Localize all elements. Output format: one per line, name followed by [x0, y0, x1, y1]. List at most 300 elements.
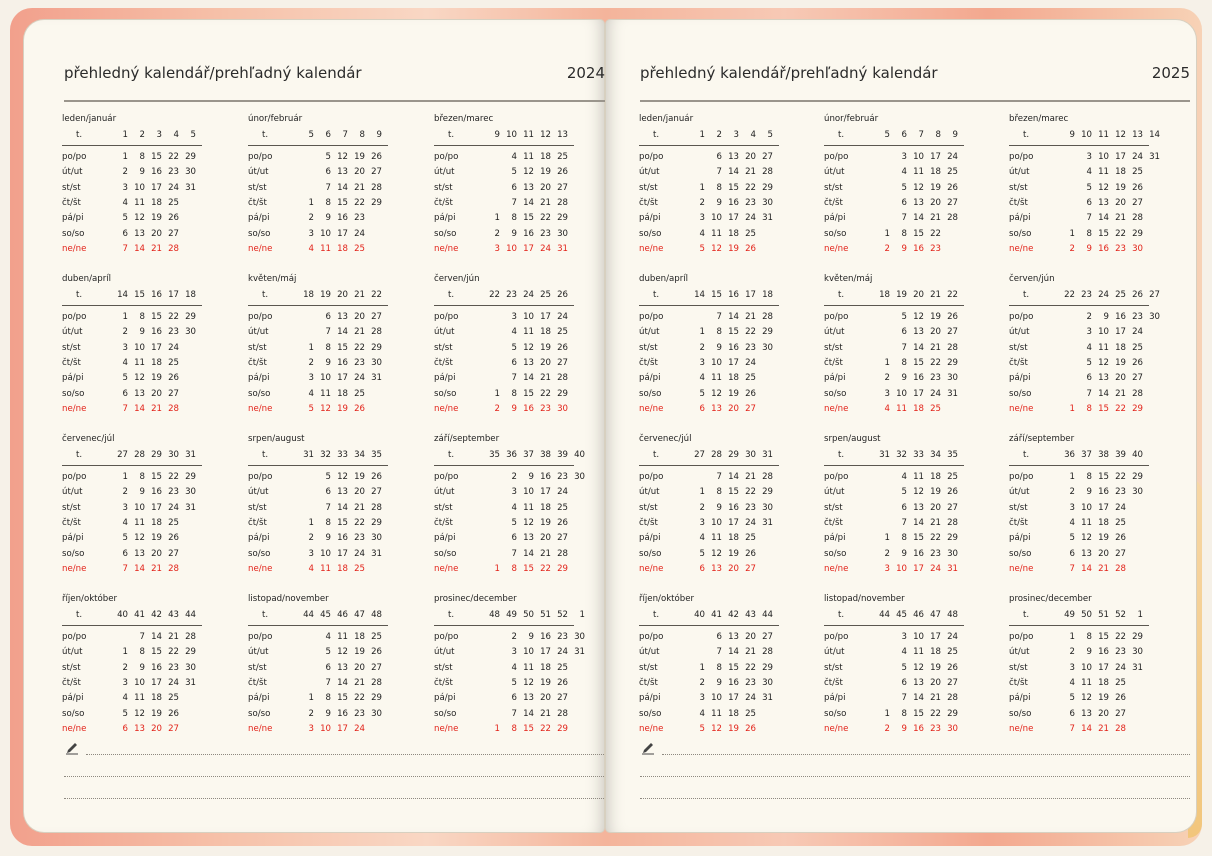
day-number: 1 — [308, 517, 314, 528]
day-number: 27 — [762, 152, 773, 162]
day-number: 10 — [711, 517, 722, 528]
day-number: 12 — [523, 677, 534, 688]
day-number: 13 — [1098, 373, 1109, 384]
weekday-row — [639, 472, 779, 485]
notes-line — [640, 798, 1190, 799]
week-number: 3 — [733, 130, 739, 140]
day-number: 4 — [901, 472, 907, 482]
day-number: 10 — [1098, 327, 1109, 338]
weekday-name: pá/pi — [62, 213, 84, 224]
month-block — [248, 434, 388, 584]
day-number: 25 — [168, 357, 179, 368]
weekday-row — [1009, 533, 1149, 546]
day-number: 30 — [762, 677, 773, 688]
week-number: 5 — [767, 130, 773, 140]
day-number: 2 — [122, 662, 128, 673]
day-number: 13 — [1081, 548, 1092, 559]
day-number: 14 — [1081, 723, 1092, 734]
day-number: 18 — [337, 388, 348, 399]
day-number: 8 — [139, 647, 145, 658]
weekday-name: čt/št — [824, 677, 843, 688]
day-number: 28 — [168, 403, 179, 414]
week-label: t. — [838, 290, 845, 300]
day-number: 1 — [1069, 472, 1075, 482]
page-header — [64, 64, 605, 86]
weekday-name: so/so — [434, 548, 457, 559]
week-number: 38 — [1098, 450, 1109, 460]
day-number: 16 — [728, 502, 739, 513]
month-name: leden/január — [639, 114, 694, 124]
weekday-row — [1009, 244, 1149, 257]
week-number: 17 — [745, 290, 756, 300]
day-number: 1 — [494, 388, 500, 399]
day-number: 15 — [151, 472, 162, 482]
day-number: 30 — [185, 662, 196, 673]
day-number: 30 — [557, 228, 568, 239]
day-number: 17 — [151, 182, 162, 193]
weekday-row — [639, 183, 779, 196]
weekday-row — [62, 472, 202, 485]
month-rule — [1009, 465, 1149, 466]
weekday-row — [434, 518, 574, 531]
day-number: 7 — [716, 647, 722, 658]
day-number: 6 — [511, 533, 517, 544]
day-number: 3 — [1069, 502, 1075, 513]
day-number: 13 — [523, 182, 534, 193]
weekday-row — [639, 213, 779, 226]
day-number: 3 — [511, 647, 517, 658]
day-number: 11 — [134, 197, 145, 208]
day-number: 23 — [354, 708, 365, 719]
weekday-row — [434, 663, 574, 676]
weekday-name: út/ut — [62, 647, 83, 658]
week-number: 35 — [489, 450, 500, 460]
month-name: duben/apríl — [639, 274, 689, 284]
day-number: 7 — [122, 243, 128, 254]
day-number: 20 — [1098, 708, 1109, 719]
day-number: 26 — [557, 342, 568, 353]
day-number: 31 — [185, 502, 196, 513]
day-number: 1 — [122, 647, 128, 658]
day-number: 19 — [1115, 182, 1126, 193]
day-number: 17 — [728, 357, 739, 368]
day-number: 21 — [745, 472, 756, 482]
day-number: 29 — [947, 708, 958, 719]
day-number: 8 — [1086, 632, 1092, 642]
weekday-row — [248, 549, 388, 562]
weekday-name: so/so — [1009, 388, 1032, 399]
weekday-name: so/so — [824, 228, 847, 239]
day-number: 1 — [308, 342, 314, 353]
weekday-row — [824, 663, 964, 676]
day-number: 14 — [913, 517, 924, 528]
day-number: 30 — [762, 342, 773, 353]
day-number: 17 — [523, 243, 534, 254]
weekday-row — [434, 549, 574, 562]
weekday-name: so/so — [434, 228, 457, 239]
weekday-name: st/st — [824, 502, 843, 513]
day-number: 14 — [337, 327, 348, 338]
weekday-row — [1009, 487, 1149, 500]
day-number: 2 — [122, 167, 128, 178]
weekday-row — [248, 213, 388, 226]
day-number: 1 — [1069, 632, 1075, 642]
weekday-name: po/po — [248, 632, 273, 642]
week-number: 18 — [303, 290, 314, 300]
week-number-row — [1009, 450, 1149, 463]
week-number: 45 — [320, 610, 331, 620]
weekday-row — [434, 389, 574, 402]
day-number: 23 — [930, 723, 941, 734]
day-number: 20 — [930, 197, 941, 208]
weekday-row — [639, 678, 779, 691]
weekday-row — [824, 213, 964, 226]
month-name: leden/január — [62, 114, 117, 124]
day-number: 23 — [168, 327, 179, 338]
weekday-row — [1009, 709, 1149, 722]
day-number: 6 — [901, 327, 907, 338]
week-number: 18 — [879, 290, 890, 300]
weekday-row — [824, 632, 964, 645]
week-label: t. — [838, 450, 845, 460]
weekday-name: čt/št — [824, 357, 843, 368]
weekday-name: po/po — [434, 312, 459, 322]
day-number: 11 — [711, 708, 722, 719]
day-number: 15 — [523, 213, 534, 224]
day-number: 27 — [1132, 373, 1143, 384]
weekday-name: ne/ne — [824, 723, 849, 734]
day-number: 19 — [1098, 693, 1109, 704]
weekday-row — [1009, 518, 1149, 531]
day-number: 14 — [523, 373, 534, 384]
day-number: 14 — [523, 197, 534, 208]
weekday-name: pá/pi — [1009, 693, 1031, 704]
day-number: 4 — [901, 647, 907, 658]
day-number: 14 — [728, 647, 739, 658]
notes-line — [64, 798, 604, 799]
weekday-row — [434, 167, 574, 180]
day-number: 28 — [1132, 388, 1143, 399]
day-number: 25 — [557, 327, 568, 338]
month-block — [824, 434, 964, 584]
week-number: 46 — [337, 610, 348, 620]
day-number: 26 — [168, 213, 179, 224]
week-number: 51 — [540, 610, 551, 620]
day-number: 16 — [151, 327, 162, 338]
day-number: 15 — [728, 487, 739, 498]
weekday-row — [248, 472, 388, 485]
day-number: 26 — [371, 647, 382, 658]
day-number: 7 — [511, 548, 517, 559]
weekday-row — [639, 229, 779, 242]
weekday-row — [434, 152, 574, 165]
week-number-row — [62, 290, 202, 303]
day-number: 19 — [1098, 533, 1109, 544]
day-number: 22 — [540, 213, 551, 224]
day-number: 13 — [913, 327, 924, 338]
weekday-row — [639, 632, 779, 645]
day-number: 7 — [716, 167, 722, 178]
day-number: 9 — [325, 533, 331, 544]
day-number: 16 — [337, 357, 348, 368]
weekday-row — [1009, 632, 1149, 645]
day-number: 15 — [337, 693, 348, 704]
day-number: 23 — [745, 197, 756, 208]
day-number: 20 — [151, 388, 162, 399]
day-number: 3 — [122, 502, 128, 513]
day-number: 3 — [511, 487, 517, 498]
day-number: 28 — [947, 342, 958, 353]
weekday-row — [62, 389, 202, 402]
day-number: 13 — [337, 312, 348, 322]
weekday-row — [62, 503, 202, 516]
day-number: 18 — [1115, 167, 1126, 178]
weekday-row — [1009, 693, 1149, 706]
day-number: 5 — [1069, 533, 1075, 544]
weekday-name: so/so — [248, 708, 271, 719]
weekday-name: po/po — [248, 472, 273, 482]
day-number: 4 — [308, 563, 314, 574]
day-number: 13 — [337, 662, 348, 673]
day-number: 16 — [728, 342, 739, 353]
weekday-name: so/so — [824, 388, 847, 399]
weekday-name: čt/št — [248, 517, 267, 528]
weekday-row — [434, 693, 574, 706]
day-number: 2 — [699, 197, 705, 208]
week-number-row — [639, 290, 779, 303]
week-number: 8 — [359, 130, 365, 140]
day-number: 6 — [122, 388, 128, 399]
day-number: 27 — [557, 693, 568, 704]
day-number: 4 — [511, 327, 517, 338]
day-number: 21 — [354, 677, 365, 688]
day-number: 15 — [728, 182, 739, 193]
day-number: 4 — [699, 228, 705, 239]
week-number: 5 — [308, 130, 314, 140]
week-number: 22 — [489, 290, 500, 300]
month-name: srpen/august — [248, 434, 305, 444]
month-name: červenec/júl — [62, 434, 115, 444]
week-number: 46 — [913, 610, 924, 620]
day-number: 16 — [540, 632, 551, 642]
weekday-row — [639, 693, 779, 706]
day-number: 19 — [930, 662, 941, 673]
day-number: 15 — [728, 662, 739, 673]
month-name: duben/apríl — [62, 274, 112, 284]
day-number: 24 — [557, 312, 568, 322]
weekday-row — [248, 343, 388, 356]
day-number: 14 — [134, 403, 145, 414]
day-number: 23 — [168, 662, 179, 673]
week-number: 38 — [540, 450, 551, 460]
day-number: 2 — [494, 403, 500, 414]
weekday-name: st/st — [62, 182, 81, 193]
month-name: září/september — [1009, 434, 1075, 444]
day-number: 16 — [913, 548, 924, 559]
day-number: 18 — [540, 152, 551, 162]
day-number: 18 — [151, 517, 162, 528]
page-title: přehledný kalendář/prehľadný kalendár — [640, 64, 938, 82]
weekday-name: so/so — [62, 708, 85, 719]
weekday-row — [1009, 404, 1149, 417]
day-number: 16 — [151, 662, 162, 673]
day-number: 25 — [371, 632, 382, 642]
day-number: 8 — [1086, 472, 1092, 482]
weekday-row — [639, 724, 779, 737]
weekday-row — [434, 503, 574, 516]
day-number: 19 — [540, 677, 551, 688]
day-number: 27 — [168, 228, 179, 239]
weekday-name: so/so — [248, 228, 271, 239]
day-number: 25 — [354, 388, 365, 399]
week-number: 7 — [918, 130, 924, 140]
day-number: 10 — [134, 342, 145, 353]
week-number: 17 — [168, 290, 179, 300]
day-number: 2 — [884, 723, 890, 734]
day-number: 30 — [574, 472, 585, 482]
weekday-name: pá/pi — [62, 693, 84, 704]
day-number: 3 — [511, 312, 517, 322]
day-number: 4 — [325, 632, 331, 642]
day-number: 6 — [325, 312, 331, 322]
day-number: 22 — [1115, 632, 1126, 642]
day-number: 20 — [1115, 373, 1126, 384]
day-number: 4 — [511, 502, 517, 513]
day-number: 3 — [884, 563, 890, 574]
week-number-row — [824, 290, 964, 303]
week-label: t. — [448, 130, 455, 140]
week-number: 50 — [523, 610, 534, 620]
day-number: 29 — [557, 388, 568, 399]
day-number: 31 — [557, 243, 568, 254]
week-number: 35 — [947, 450, 958, 460]
day-number: 23 — [168, 167, 179, 178]
day-number: 6 — [511, 182, 517, 193]
day-number: 9 — [325, 213, 331, 224]
day-number: 10 — [711, 213, 722, 224]
weekday-name: po/po — [1009, 152, 1034, 162]
weekday-name: út/ut — [639, 167, 660, 178]
day-number: 30 — [762, 502, 773, 513]
weekday-row — [1009, 312, 1160, 325]
day-number: 15 — [337, 342, 348, 353]
week-number: 28 — [711, 450, 722, 460]
week-number: 33 — [337, 450, 348, 460]
month-block — [1009, 274, 1160, 424]
weekday-name: so/so — [434, 388, 457, 399]
day-number: 3 — [1086, 327, 1092, 338]
day-number: 28 — [762, 647, 773, 658]
day-number: 12 — [337, 152, 348, 162]
weekday-name: čt/št — [1009, 197, 1028, 208]
day-number: 7 — [1086, 213, 1092, 224]
weekday-row — [1009, 472, 1149, 485]
weekday-name: ne/ne — [62, 563, 87, 574]
day-number: 23 — [1115, 487, 1126, 498]
weekday-name: čt/št — [62, 677, 81, 688]
day-number: 18 — [930, 647, 941, 658]
day-number: 29 — [185, 312, 196, 322]
weekday-name: čt/št — [62, 517, 81, 528]
weekday-name: pá/pi — [434, 373, 456, 384]
week-number: 26 — [1132, 290, 1143, 300]
weekday-row — [824, 358, 964, 371]
day-number: 1 — [122, 152, 128, 162]
day-number: 19 — [337, 403, 348, 414]
day-number: 7 — [325, 677, 331, 688]
week-number: 15 — [134, 290, 145, 300]
weekday-row — [62, 647, 202, 660]
week-number: 40 — [694, 610, 705, 620]
month-name: prosinec/december — [1009, 594, 1092, 604]
day-number: 9 — [325, 357, 331, 368]
weekday-row — [639, 533, 779, 546]
weekday-row — [248, 693, 388, 706]
weekday-row — [1009, 564, 1149, 577]
weekday-row — [639, 709, 779, 722]
day-number: 28 — [1132, 213, 1143, 224]
weekday-row — [639, 503, 779, 516]
week-number: 44 — [185, 610, 196, 620]
weekday-name: po/po — [824, 312, 849, 322]
day-number: 10 — [134, 182, 145, 193]
week-number: 11 — [1098, 130, 1109, 140]
weekday-row — [248, 663, 388, 676]
week-number: 22 — [371, 290, 382, 300]
day-number: 17 — [1098, 502, 1109, 513]
day-number: 11 — [913, 647, 924, 658]
day-number: 20 — [930, 502, 941, 513]
weekday-name: st/st — [62, 662, 81, 673]
week-label: t. — [1023, 130, 1030, 140]
weekday-name: čt/št — [824, 197, 843, 208]
month-rule — [639, 625, 779, 626]
day-number: 18 — [930, 472, 941, 482]
week-number: 2 — [716, 130, 722, 140]
day-number: 19 — [930, 312, 941, 322]
week-number: 16 — [728, 290, 739, 300]
week-number: 43 — [168, 610, 179, 620]
day-number: 6 — [901, 197, 907, 208]
week-number: 29 — [151, 450, 162, 460]
day-number: 11 — [1098, 167, 1109, 178]
weekday-row — [824, 647, 964, 660]
day-number: 31 — [762, 693, 773, 704]
weekday-row — [248, 183, 388, 196]
week-number: 12 — [1115, 130, 1126, 140]
day-number: 5 — [122, 708, 128, 719]
week-number: 20 — [337, 290, 348, 300]
day-number: 20 — [745, 632, 756, 642]
weekday-name: čt/št — [62, 197, 81, 208]
week-label: t. — [262, 610, 269, 620]
day-number: 13 — [523, 357, 534, 368]
day-number: 16 — [728, 197, 739, 208]
weekday-row — [639, 343, 779, 356]
month-name: listopad/november — [248, 594, 329, 604]
month-rule — [248, 145, 388, 146]
weekday-name: po/po — [824, 632, 849, 642]
day-number: 12 — [523, 342, 534, 353]
day-number: 25 — [557, 152, 568, 162]
day-number: 1 — [1069, 403, 1075, 414]
day-number: 22 — [930, 708, 941, 719]
weekday-name: pá/pi — [248, 533, 270, 544]
weekday-name: st/st — [824, 342, 843, 353]
week-number: 6 — [901, 130, 907, 140]
month-name: červen/jún — [434, 274, 480, 284]
weekday-name: st/st — [824, 182, 843, 193]
